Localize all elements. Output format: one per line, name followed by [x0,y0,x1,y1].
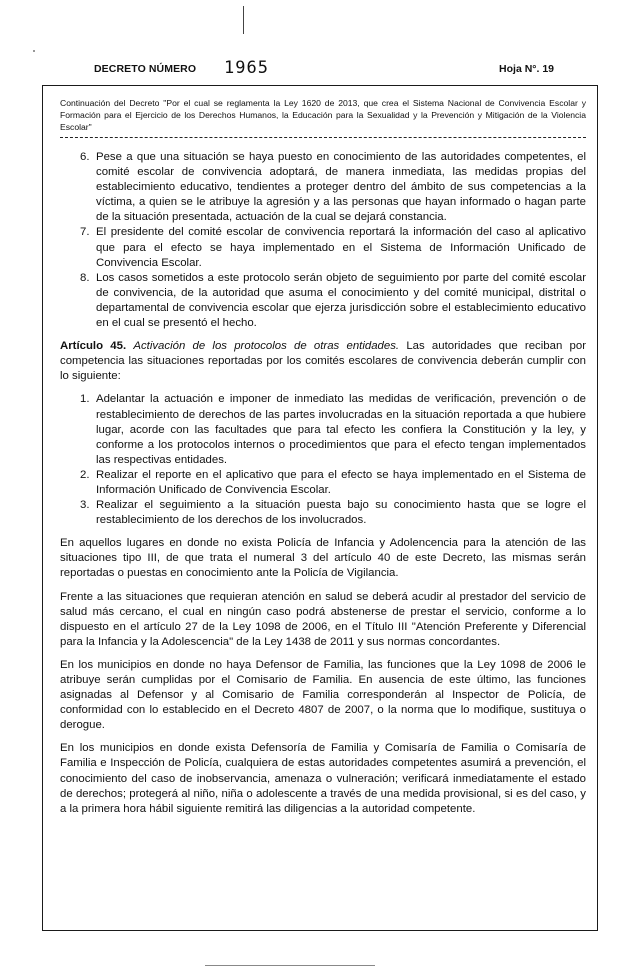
list-number: 1. [80,393,90,406]
paragraph: En los municipios en donde exista Defensoría de Familia y Comisaría de Familia o Comisaría de Familia e Inspección de Policía, cualquiera de estas autoridades competentes asumirá a prevención, el conocimiento del caso de inobservancia, amenaza o vulneración; verificará inmediatamente el estado de derechos; protegerá al niño, niña o adolescente a través de una medida provisional, si es del caso, y a la primera hora hábil siguiente remitirá las diligencias a la autoridad competente. [60,742,586,815]
numbered-list-protocol [60,150,586,331]
page-header [94,60,554,80]
decree-number: 1965 [224,58,269,78]
continuation-note: Continuación del Decreto "Por el cual se reglamenta la Ley 1620 de 2013, que crea el Sistema Nacional de Convivencia Escolar y Formación para el Ejercicio de los Derechos Humanos, la Educación para la Sexualidad y la Prevención y Mitigación de la Violencia Escolar" [60,98,586,132]
list-number: 2. [80,468,90,481]
numbered-list-authorities [60,392,586,528]
scan-dot [33,50,35,52]
list-item [60,392,586,467]
list-text: Realizar el seguimiento a la situación puesta bajo su conocimiento hasta que se logre el restablecimiento de los derechos de los involucrados. [96,499,586,527]
paragraph: Frente a las situaciones que requieran atención en salud se deberá acudir al prestador del servicio de salud más cercano, el cual en ningún caso podrá abstenerse de prestar el servicio, conforme a lo dispuesto en el artículo 27 de la Ley 1098 de 2006, en el Título III "Atención Preferente y Diferencial para la Infancia y la Adolescencia" de la Ley 1438 de 2011 y sus normas concordantes. [60,590,586,648]
list-item [60,498,586,528]
document-body [60,150,586,817]
list-number: 6. [80,151,90,163]
list-text: Pese a que una situación se haya puesto en conocimiento de las autoridades competentes, el comité escolar de convivencia adoptará, de manera inmediata, las medidas propias del establecimiento educativo, tendientes a proteger dentro del ámbito de sus competencias a la víctima, a quien se le atribuye la agresión y a las personas que hayan informado o hagan parte de la situación presentada, actuación de la cual se dejará constancia. [96,151,586,224]
paragraph: En los municipios en donde no haya Defensor de Familia, las funciones que la Ley 1098 de 2006 le atribuye serán cumplidas por el Comisario de Familia. En ausencia de este último, las funciones asignadas al Defensor y al Comisario de Familia corresponderán al Inspector de Policía, de conformidad con lo establecido en el Decreto 4807 de 2007, o la norma que lo modifique, sustituya o derogue. [60,658,586,732]
list-text: El presidente del comité escolar de convivencia reportará la información del caso al aplicativo que para el efecto se haya implementado en el Sistema de Información Unificado de Convivencia Escolar. [96,226,586,269]
sheet-number: Hoja N°. 19 [499,63,554,75]
dashed-divider [60,137,586,138]
list-number: 8. [80,271,90,284]
list-text: Adelantar la actuación e imponer de inmediato las medidas de verificación, prevención o de restablecimiento de derechos de las partes involucradas en la situación reportada a que hubiere lugar, acorde con las facultades que para tal efecto les confiera la Constitución y la ley, y conforme a los protocolos internos o procedimientos que para el efecto tengan implementados las respectivas entidades. [96,393,586,466]
article-45 [60,339,586,384]
list-item [60,271,586,331]
scan-mark [243,6,244,34]
list-text: Los casos sometidos a este protocolo serán objeto de seguimiento por parte del comité escolar de convivencia, de la autoridad que asuma el conocimiento y del comité municipal, distrital o departamental de convivencia escolar que ejerza jurisdicción sobre el establecimiento educativo en el cual se presentó el hecho. [96,271,586,330]
decree-label: DECRETO NÚMERO [94,63,197,75]
article-subtitle: Activación de los protocolos de otras entidades. [133,340,400,353]
list-item [60,468,586,498]
list-number: 7. [80,226,90,239]
list-item [60,225,586,270]
article-title: Artículo 45. [60,340,127,353]
list-item [60,150,586,225]
paragraph: En aquellos lugares en donde no exista Policía de Infancia y Adolencencia para la atención de las situaciones tipo III, de que trata el numeral 3 del artículo 40 de este Decreto, las mismas serán reportadas o puestas en conocimiento ante la Policía de Vigilancia. [60,537,586,580]
list-text: Realizar el reporte en el aplicativo que para el efecto se haya implementado en el Sistema de Información Unificado de Convivencia Escolar. [96,468,586,496]
list-number: 3. [80,499,90,512]
bottom-scan-line [205,965,375,966]
article-text: Las autoridades que reciban por competencia las situaciones reportadas por los comités escolares de convivencia deberán cumplir con lo siguiente: [60,340,586,383]
